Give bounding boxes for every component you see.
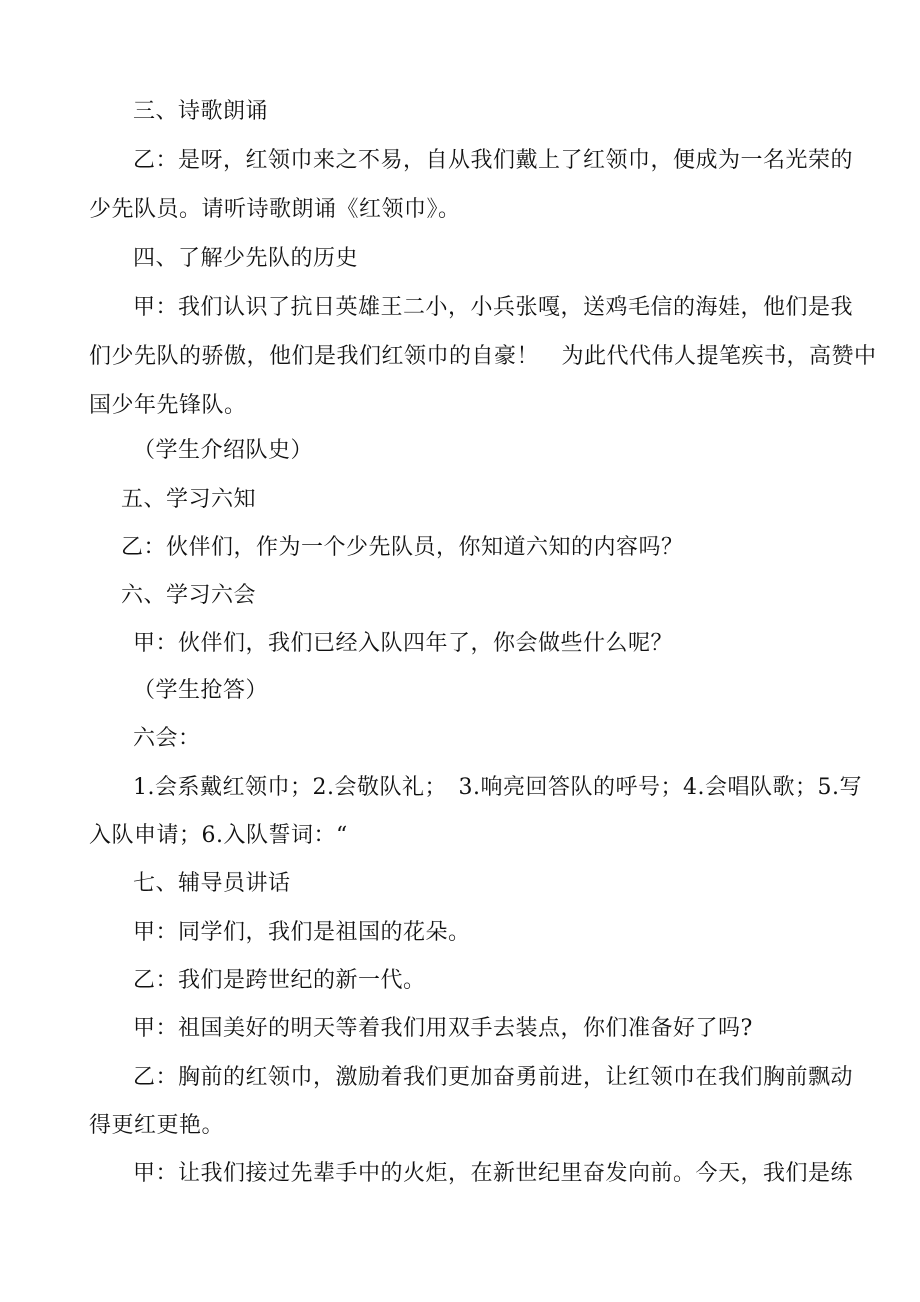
paragraph-line: 乙：伙伴们，作为一个少先队员，你知道六知的内容吗？	[121, 535, 684, 560]
paragraph-line: 甲：伙伴们，我们已经入队四年了，你会做些什么呢？	[133, 631, 674, 656]
paragraph-line: （学生介绍队史）	[133, 438, 314, 463]
section-heading: 六、学习六会	[121, 583, 257, 608]
paragraph-line: 乙：是呀，红领巾来之不易，自从我们戴上了红领巾，便成为一名光荣的	[133, 148, 854, 173]
paragraph-line: （学生抢答）	[133, 678, 269, 703]
section-heading: 四、了解少先队的历史	[133, 246, 359, 271]
section-heading: 七、辅导员讲话	[133, 871, 291, 896]
paragraph-line: 1.会系戴红领巾；2.会敬队礼； 3.响亮回答队的呼号；4.会唱队歌；5.写	[133, 775, 862, 800]
section-heading: 五、学习六知	[121, 487, 257, 512]
paragraph-line: 们少先队的骄傲，他们是我们红领巾的自豪！ 为此代代伟人提笔疾书，高赞中	[89, 344, 877, 369]
paragraph-line: 甲：我们认识了抗日英雄王二小，小兵张嘎，送鸡毛信的海娃，他们是我	[133, 295, 854, 320]
paragraph-line: 甲：同学们，我们是祖国的花朵。	[133, 920, 471, 945]
paragraph-line: 得更红更艳。	[89, 1113, 225, 1138]
paragraph-line: 六会：	[133, 726, 201, 751]
paragraph-line: 乙：胸前的红领巾，激励着我们更加奋勇前进，让红领巾在我们胸前飘动	[133, 1065, 854, 1090]
paragraph-line: 少先队员。请听诗歌朗诵《红领巾》。	[89, 197, 461, 222]
paragraph-line: 国少年先锋队。	[89, 393, 247, 418]
paragraph-line: 甲：祖国美好的明天等着我们用双手去装点，你们准备好了吗?	[133, 1016, 753, 1041]
paragraph-line: 甲：让我们接过先辈手中的火炬，在新世纪里奋发向前。今天，我们是练	[133, 1161, 854, 1186]
section-heading: 三、诗歌朗诵	[133, 99, 269, 124]
paragraph-line: 入队申请；6.入队誓词：“	[89, 823, 348, 848]
paragraph-line: 乙：我们是跨世纪的新一代。	[133, 968, 426, 993]
